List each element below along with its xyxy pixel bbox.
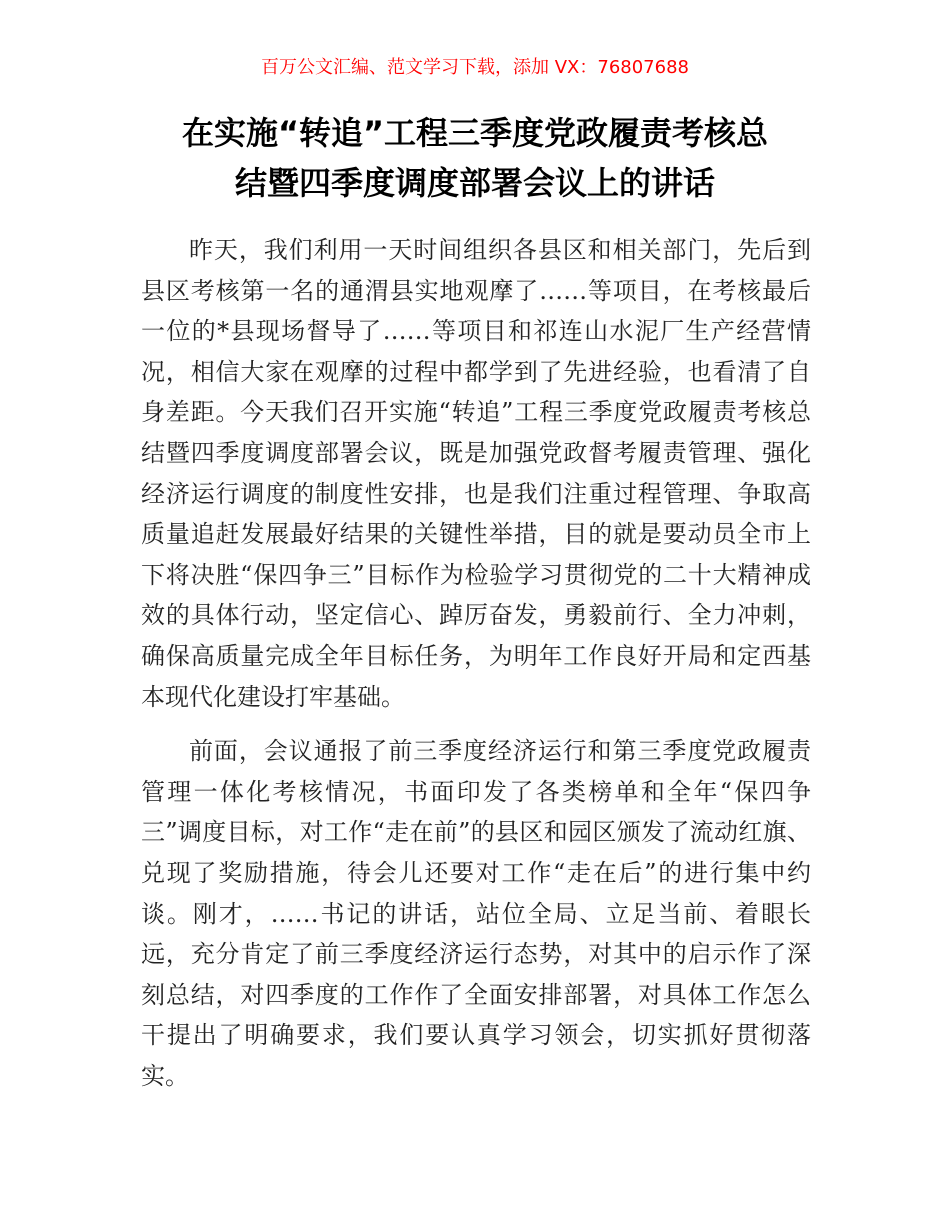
body-paragraph-1: 昨天，我们利用一天时间组织各县区和相关部门，先后到县区考核第一名的通渭县实地观摩了……等项目，在考核最后一位的*县现场督导了……等项目和祁连山水泥厂生产经营情况，相信大家在观摩的过程中都学到了先进经验，也看清了自身差距。今天我们召开实施“转追”工程三季度党政履责考核总结暨四季度调度部署会议，既是加强党政督考履责管理、强化经济运行调度的制度性安排，也是我们注重过程管理、争取高质量追赶发展最好结果的关键性举措，目的就是要动员全市上下将决胜“保四争三”目标作为检验学习贯彻党的二十大精神成效的具体行动，坚定信心、踔厉奋发，勇毅前行、全力冲刺，确保高质量完成全年目标任务，为明年工作良好开局和定西基本现代化建设打牢基础。 xyxy=(141,236,811,711)
document-title xyxy=(100,108,850,208)
title-line-2: 结暨四季度调度部署会议上的讲话 xyxy=(234,164,715,202)
document-body xyxy=(141,230,811,1110)
header-banner: 百万公文汇编、范文学习下载，添加 VX：76807688 xyxy=(261,57,689,78)
body-paragraph-2: 前面，会议通报了前三季度经济运行和第三季度党政履责管理一体化考核情况，书面印发了各类榜单和全年“保四争三”调度目标，对工作“走在前”的县区和园区颁发了流动红旗、兑现了奖励措施，待会儿还要对工作“走在后”的进行集中约谈。刚才，……书记的讲话，站位全局、立足当前、着眼长远，充分肯定了前三季度经济运行态势，对其中的启示作了深刻总结，对四季度的工作作了全面安排部署，对具体工作怎么干提出了明确要求，我们要认真学习领会，切实抓好贯彻落实。 xyxy=(141,737,811,1090)
title-line-1: 在实施“转追”工程三季度党政履责考核总 xyxy=(181,114,769,152)
